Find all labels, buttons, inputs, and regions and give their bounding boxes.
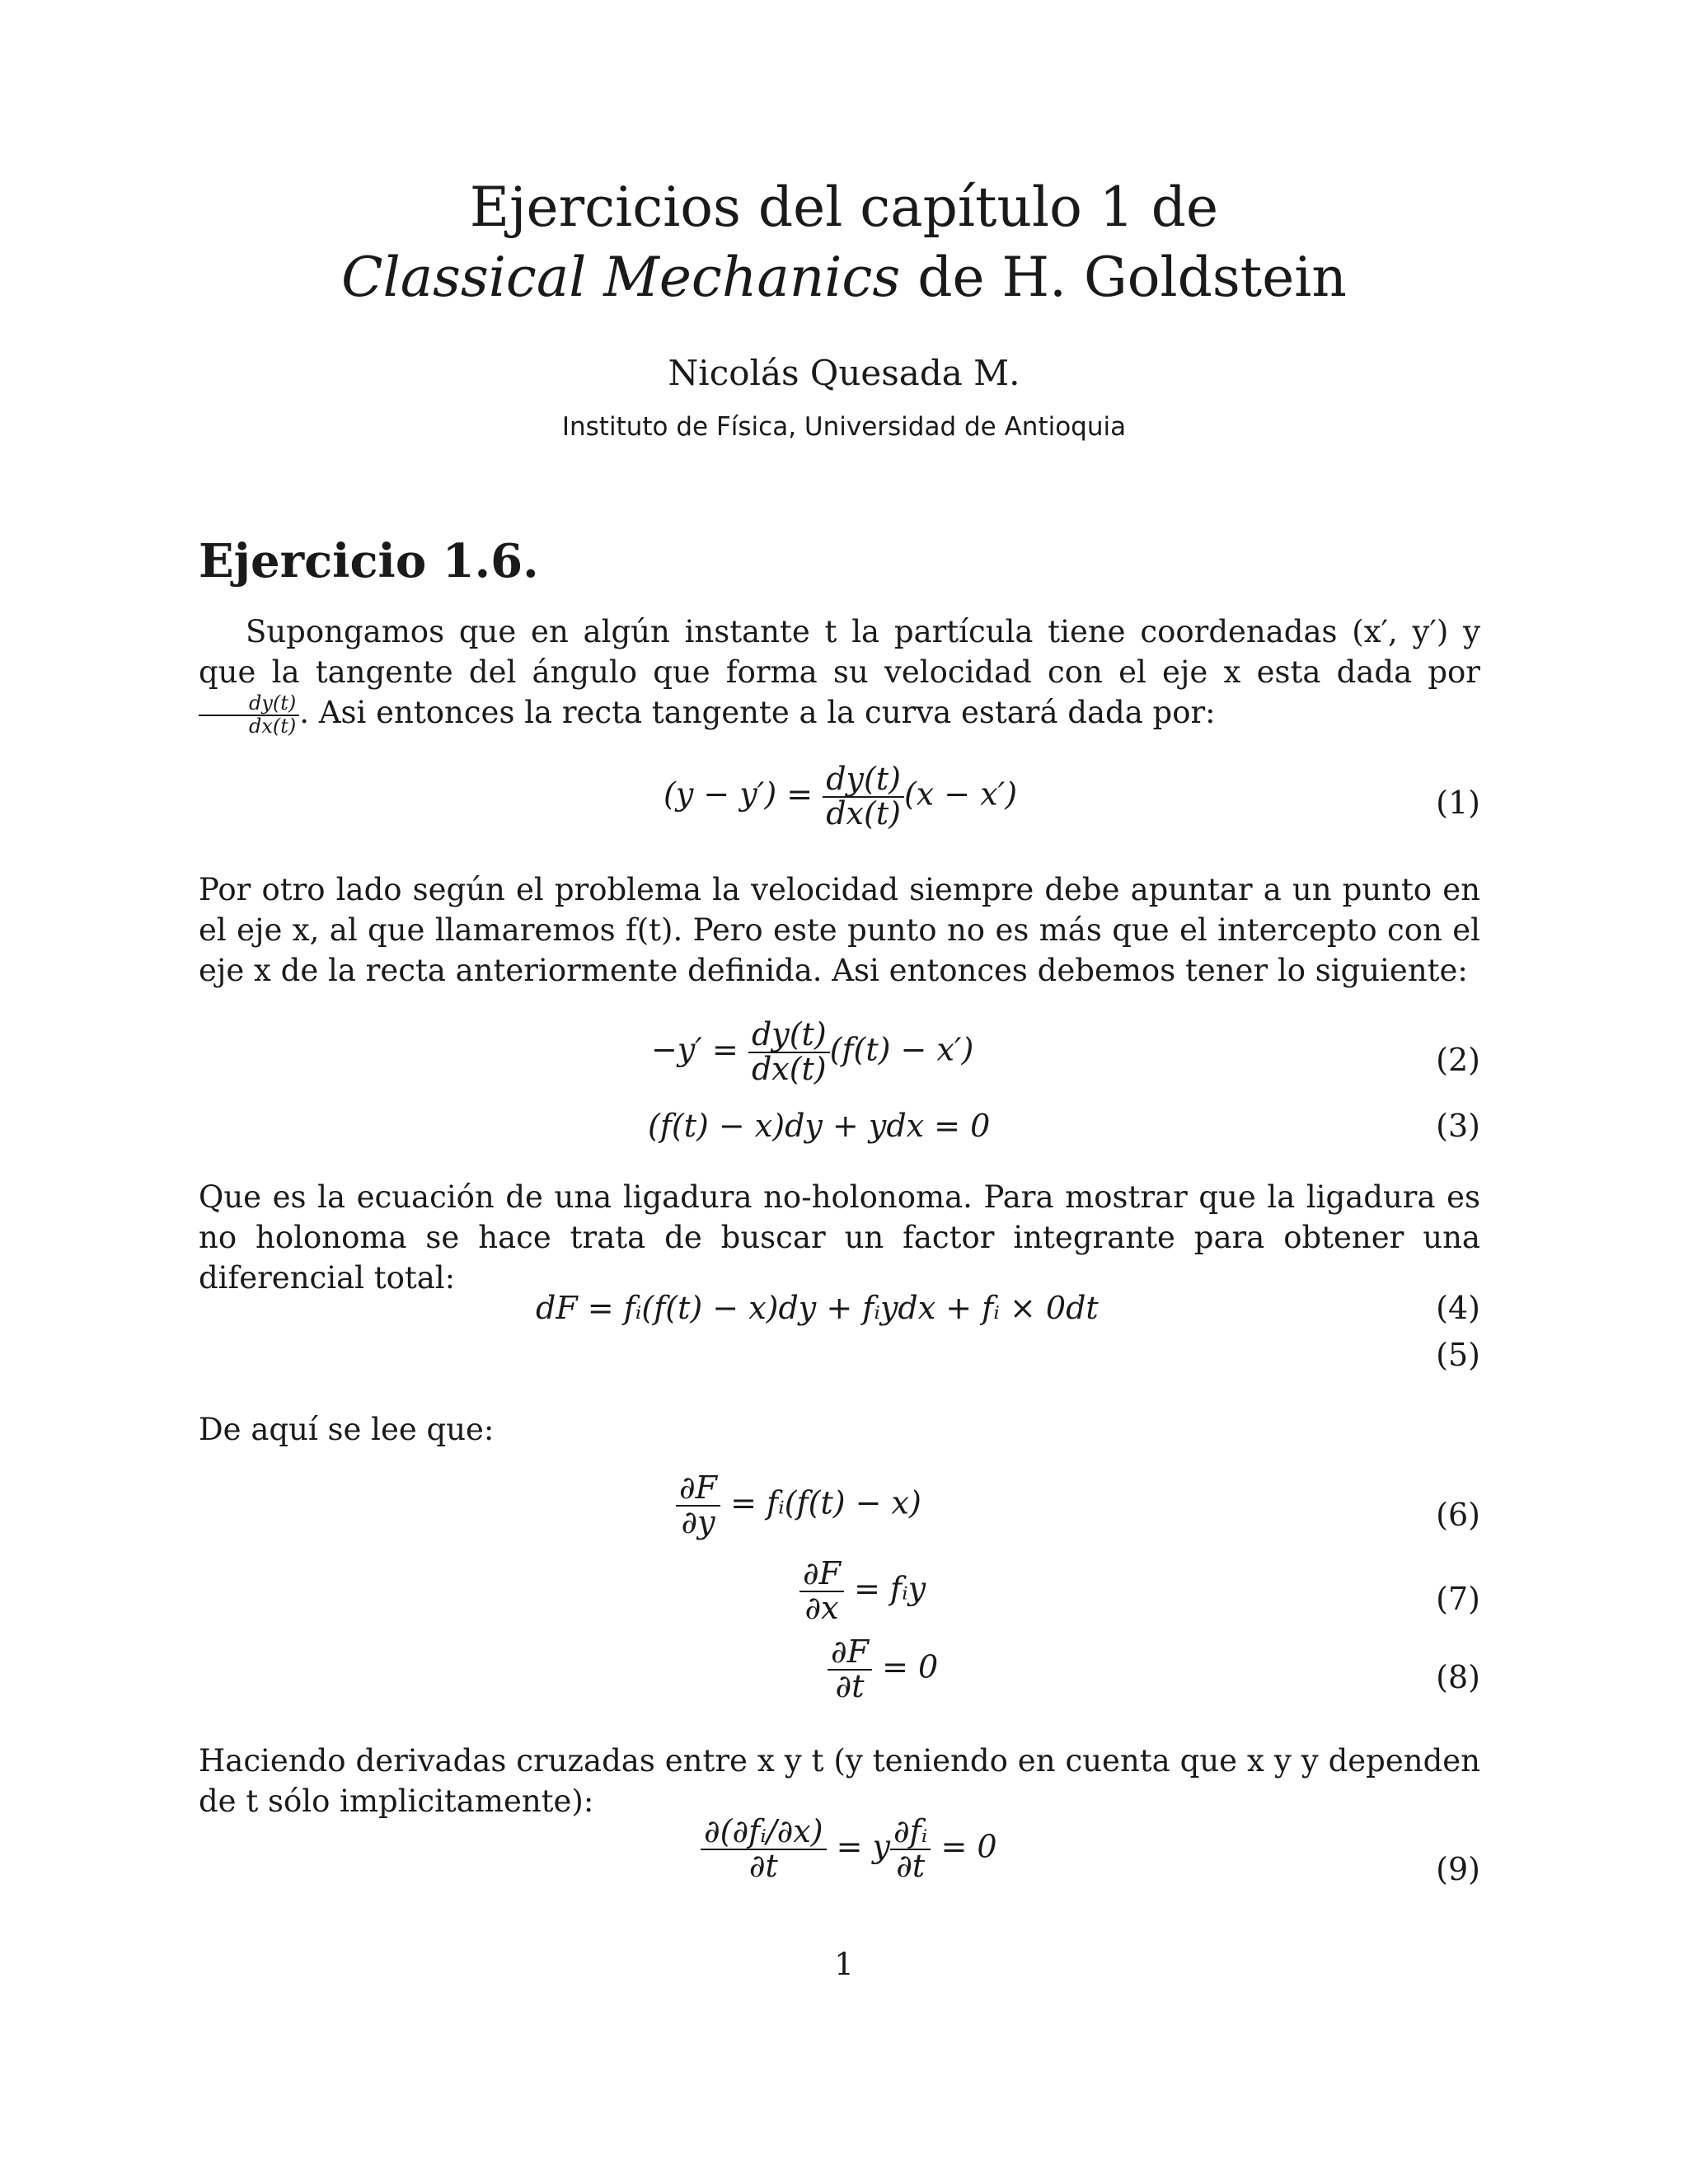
equation-8: $\frac{\partial F}{\partial t}$ = 0: [828, 1636, 938, 1704]
equation-number-1: (1): [1436, 785, 1480, 821]
inline-fraction: $\frac{dy(t)}{dx(t)}$: [199, 693, 299, 736]
paragraph-1-text-a: Supongamos que en algún instante t la partícula tiene coordenadas (x′, y′) y que la tangente del ángulo que forma su velocidad con el eje x esta dada por: [199, 614, 1480, 690]
equation-number-5: (5): [1436, 1337, 1480, 1373]
equation-1: (y − y′) = $\frac{dy(t)}{dx(t)}$ (x − x′): [663, 761, 1018, 832]
paragraph-5: Haciendo derivadas cruzadas entre x y t (y teniendo en cuenta que x y y dependen de t sólo implicitamente):: [199, 1743, 1480, 1819]
paragraph-3: Que es la ecuación de una ligadura no-holonoma. Para mostrar que la ligadura es no holonoma se hace trata de buscar un factor integrante para obtener una diferencial total:: [199, 1179, 1480, 1296]
equation-3: (f(t) − x)dy + ydx = 0: [648, 1108, 991, 1144]
document-title-line1: Ejercicios del capítulo 1 de: [469, 176, 1219, 239]
section-heading: Ejercicio 1.6.: [199, 534, 539, 588]
equation-9: $\frac{\text{∂(∂fᵢ/∂x)}}{\partial t}$ = y $\frac{\text{∂fᵢ}}{\partial t}$ = 0: [701, 1816, 997, 1883]
equation-number-3: (3): [1436, 1108, 1480, 1144]
equation-number-8: (8): [1436, 1659, 1480, 1695]
equation-number-4: (4): [1436, 1290, 1480, 1326]
author-affiliation: Instituto de Física, Universidad de Antioquia: [561, 412, 1127, 442]
paragraph-2: Por otro lado según el problema la velocidad siempre debe apuntar a un punto en el eje x, al que llamaremos f(t). Pero este punto no es más que el intercepto con el eje x de la recta anteriormente definida. Asi entonces debemos tener lo siguiente:: [199, 872, 1480, 988]
equation-number-2: (2): [1436, 1042, 1480, 1078]
paragraph-4: De aquí se lee que:: [199, 1412, 495, 1447]
equation-number-9: (9): [1436, 1851, 1480, 1887]
page-number: 1: [834, 1947, 854, 1982]
book-author-suffix: de H. Goldstein: [900, 246, 1347, 309]
equation-4: dF = fᵢ(f(t) − x)dy + fᵢydx + fᵢ × 0dt: [536, 1290, 1099, 1326]
paragraph-1: [199, 612, 1480, 737]
equation-2: −y′ = $\frac{dy(t)}{dx(t)}$ (f(t) − x′): [651, 1016, 974, 1087]
document-title-line2: [0, 245, 1688, 311]
author-name: Nicolás Quesada M.: [668, 353, 1020, 393]
book-title: Classical Mechanics: [341, 246, 901, 309]
equation-number-6: (6): [1436, 1497, 1480, 1533]
equation-7: $\frac{\partial F}{\partial x}$ = fᵢy: [799, 1558, 926, 1625]
equation-6: $\frac{\partial F}{\partial y}$ = fᵢ(f(t) − x): [676, 1472, 921, 1540]
paragraph-1-text-b: . Asi entonces la recta tangente a la curva estará dada por:: [299, 695, 1216, 730]
equation-number-7: (7): [1436, 1581, 1480, 1617]
